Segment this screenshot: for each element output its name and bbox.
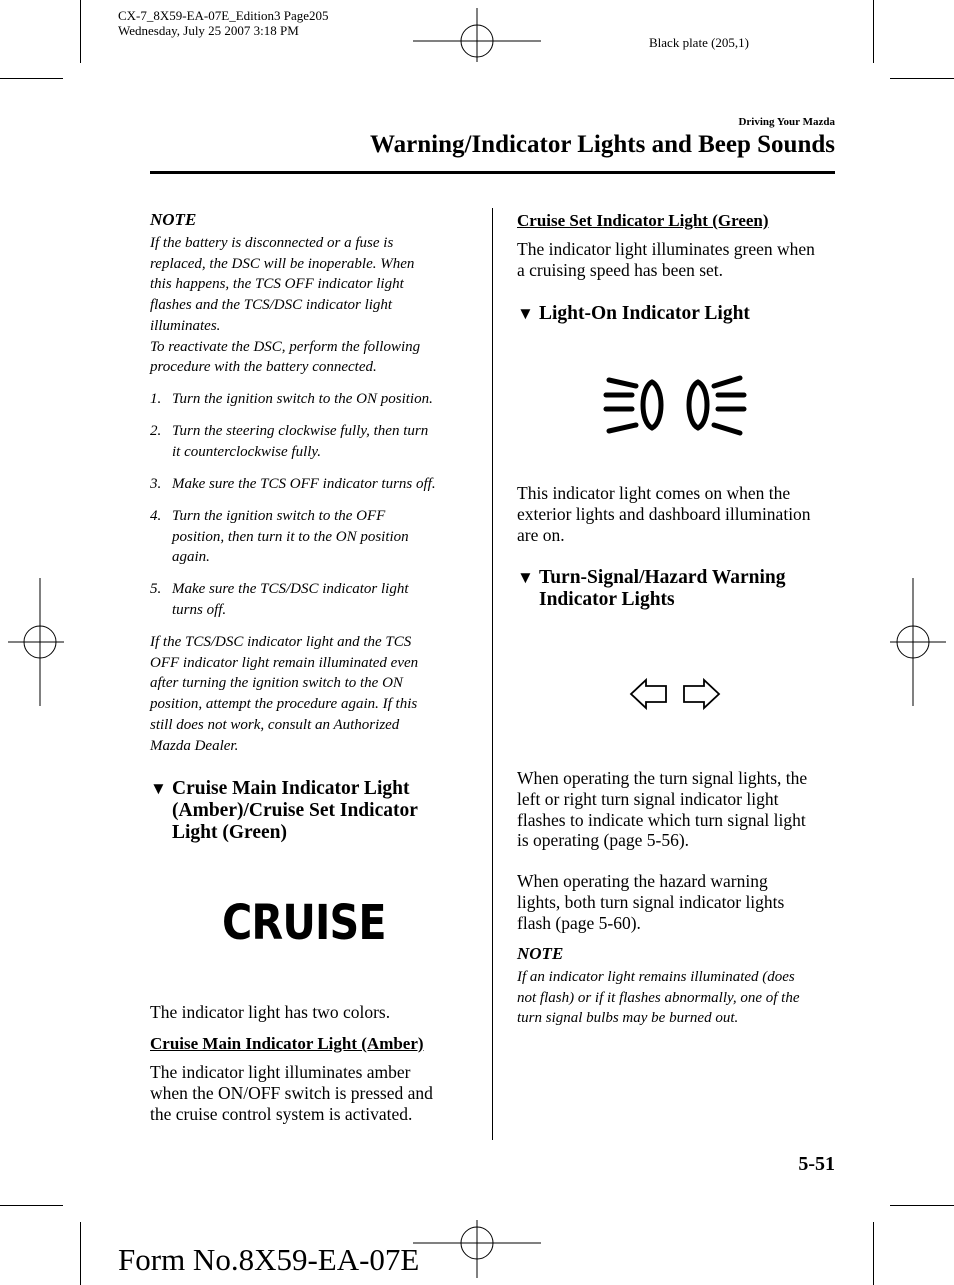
step-5 xyxy=(150,579,480,621)
note-line: flashes and the TCS/DSC indicator light xyxy=(150,297,393,314)
step-line: Make sure the TCS/DSC indicator light xyxy=(172,581,409,597)
two-colors-text: The indicator light has two colors. xyxy=(150,1002,391,1022)
heading-line: Cruise Main Indicator Light xyxy=(172,778,410,799)
triangle-marker-icon: ▼ xyxy=(517,304,534,323)
note-line: this happens, the TCS OFF indicator light xyxy=(150,276,404,293)
body-line: left or right turn signal indicator light xyxy=(517,788,779,809)
note-line: Mazda Dealer. xyxy=(150,737,239,754)
note-text xyxy=(150,233,480,378)
form-number: Form No.8X59-EA-07E xyxy=(118,1242,420,1277)
page-title: Warning/Indicator Lights and Beep Sounds xyxy=(370,131,835,158)
green-text xyxy=(517,239,847,281)
step-number: 4. xyxy=(150,508,162,524)
note-heading: NOTE xyxy=(150,210,197,229)
note-line: turn signal bulbs may be burned out. xyxy=(517,1010,739,1027)
plate-label: Black plate (205,1) xyxy=(649,35,749,50)
column-divider xyxy=(492,208,493,1140)
print-meta-line2: Wednesday, July 25 2007 3:18 PM xyxy=(118,23,299,38)
step-line: Make sure the TCS OFF indicator turns off. xyxy=(172,476,436,492)
note-line: If the TCS/DSC indicator light and the TCS xyxy=(150,634,412,650)
step-line: it counterclockwise fully. xyxy=(172,443,321,460)
amber-text xyxy=(150,1062,485,1124)
body-line: are on. xyxy=(517,524,565,545)
body-line: When operating the hazard warning xyxy=(517,871,768,891)
triangle-marker-icon: ▼ xyxy=(150,779,167,798)
note-line: illuminates. xyxy=(150,317,221,334)
note-line: not flash) or if it flashes abnormally, one of the xyxy=(517,989,800,1006)
turn-text xyxy=(517,768,847,851)
body-line: The indicator light illuminates amber xyxy=(150,1062,411,1082)
note-line: position, attempt the procedure again. If this xyxy=(150,696,418,713)
body-line: is operating (page 5-56). xyxy=(517,830,690,851)
body-line: flash (page 5-60). xyxy=(517,912,641,933)
note-line: If an indicator light remains illuminated (does xyxy=(517,969,795,985)
cruise-heading xyxy=(150,778,480,848)
step-line: turns off. xyxy=(172,601,227,618)
step-1 xyxy=(150,389,480,410)
turn-heading xyxy=(517,567,837,613)
heading-line: Turn-Signal/Hazard Warning xyxy=(539,567,786,588)
body-line: The indicator light illuminates green when xyxy=(517,239,815,259)
amber-heading: Cruise Main Indicator Light (Amber) xyxy=(150,1034,424,1053)
step-number: 3. xyxy=(150,476,162,492)
note-line: To reactivate the DSC, perform the following xyxy=(150,338,421,355)
note-line: OFF indicator light remain illuminated even xyxy=(150,654,419,671)
body-line: When operating the turn signal lights, the xyxy=(517,768,808,788)
heading-line: Indicator Lights xyxy=(539,589,675,610)
step-2 xyxy=(150,421,480,463)
left-column xyxy=(150,210,480,230)
section-label: Driving Your Mazda xyxy=(738,116,835,128)
step-line: Turn the steering clockwise fully, then turn xyxy=(172,423,429,439)
body-line: lights, both turn signal indicator lights xyxy=(517,891,785,912)
heading-line: Light-On Indicator Light xyxy=(539,303,750,324)
triangle-marker-icon: ▼ xyxy=(517,568,534,587)
step-number: 1. xyxy=(150,391,162,407)
note-line: after turning the ignition switch to the ON xyxy=(150,675,403,692)
note-line: If the battery is disconnected or a fuse is xyxy=(150,235,394,251)
step-line: again. xyxy=(172,549,210,566)
body-line: the cruise control system is activated. xyxy=(150,1103,413,1124)
right-note-heading: NOTE xyxy=(517,944,564,963)
body-line: exterior lights and dashboard illumination xyxy=(517,503,811,524)
step-number: 2. xyxy=(150,423,162,439)
note-line: still does not work, consult an Authorized xyxy=(150,716,400,733)
step-3 xyxy=(150,474,480,495)
print-meta-line1: CX-7_8X59-EA-07E_Edition3 Page205 xyxy=(118,8,329,23)
lighton-text xyxy=(517,483,847,545)
heading-line: Light (Green) xyxy=(172,822,288,843)
step-4 xyxy=(150,506,480,569)
page-number: 5-51 xyxy=(798,1153,835,1175)
reactivate-note xyxy=(150,632,480,756)
body-line: flashes to indicate which turn signal light xyxy=(517,809,806,830)
note-line: procedure with the battery connected. xyxy=(150,359,377,376)
body-line: when the ON/OFF switch is pressed and xyxy=(150,1082,433,1103)
body-line: a cruising speed has been set. xyxy=(517,259,724,280)
cruise-symbol-icon: CRUISE xyxy=(222,895,386,951)
step-number: 5. xyxy=(150,581,162,597)
body-line: This indicator light comes on when the xyxy=(517,483,791,503)
headlight-light-on-icon xyxy=(600,372,750,438)
turn-signal-arrows-icon xyxy=(628,677,722,711)
note-line: replaced, the DSC will be inoperable. When xyxy=(150,255,415,272)
step-line: position, then turn it to the ON position xyxy=(172,528,409,545)
green-heading: Cruise Set Indicator Light (Green) xyxy=(517,211,769,230)
lighton-heading xyxy=(517,303,837,327)
header-rule xyxy=(150,171,835,174)
right-note-text xyxy=(517,967,847,1029)
heading-line: (Amber)/Cruise Set Indicator xyxy=(172,800,418,821)
step-line: Turn the ignition switch to the OFF xyxy=(172,508,386,524)
hazard-text xyxy=(517,871,847,933)
step-line: Turn the ignition switch to the ON position. xyxy=(172,391,433,407)
